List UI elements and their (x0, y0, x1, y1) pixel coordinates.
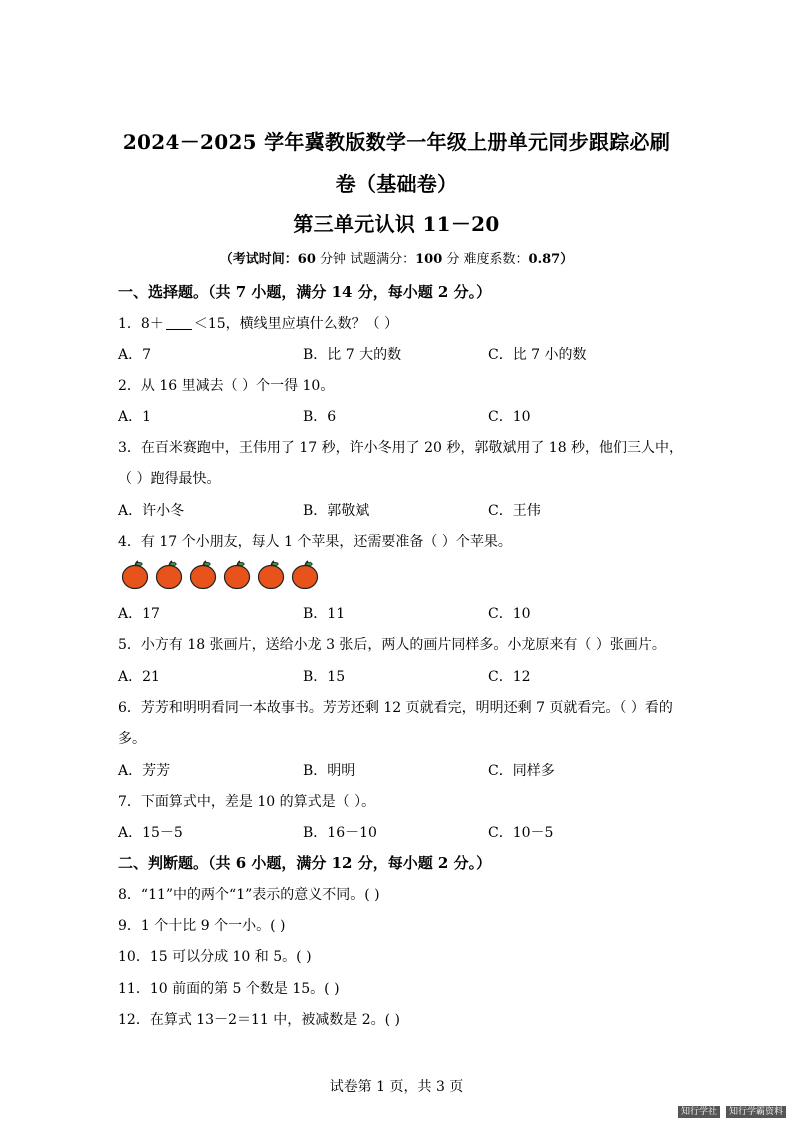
unit-title: 第三单元认识 11－20 (293, 212, 500, 236)
option-3b: B．郭敬斌 (303, 503, 370, 519)
option-3c: C．王伟 (488, 503, 541, 519)
section-1-heading: 一、选择题。（共 7 小题，满分 14 分，每小题 2 分。） (118, 283, 492, 301)
option-1a: A．7 (118, 347, 152, 363)
option-2c: C．10 (488, 409, 531, 425)
title-line-2: 卷（基础卷） (335, 172, 458, 196)
option-3a: A．许小冬 (118, 503, 185, 519)
question-2: 2．从 16 里减去（ ）个一得 10。 (118, 378, 335, 394)
option-6b: B．明明 (303, 763, 356, 779)
meta-time: 60 (297, 252, 316, 267)
judge-question-11: 11．10 前面的第 5 个数是 15。( ) (118, 981, 340, 997)
watermark-right: 知行学霸资料 (726, 1106, 786, 1118)
judge-question-8: 8．“11”中的两个“1”表示的意义不同。( ) (118, 887, 380, 903)
exam-meta (0, 248, 793, 267)
judge-question-10: 10．15 可以分成 10 和 5。( ) (118, 949, 312, 965)
option-7c: C．10－5 (488, 825, 554, 841)
question-1-pre: 1．8＋ (118, 316, 164, 332)
page-footer: 试卷第 1 页，共 3 页 (329, 1079, 464, 1095)
question-6-line-2: 多。 (118, 731, 146, 747)
question-7: 7．下面算式中，差是 10 的算式是（ ）。 (118, 794, 376, 810)
option-6c: C．同样多 (488, 763, 555, 779)
meta-difficulty: 0.87 (528, 252, 561, 267)
question-5: 5．小方有 18 张画片，送给小龙 3 张后，两人的画片同样多。小龙原来有（ ）张画片。 (118, 637, 666, 653)
section-2-heading: 二、判断题。（共 6 小题，满分 12 分，每小题 2 分。） (118, 854, 492, 872)
apple-icon (188, 560, 218, 590)
option-2b: B．6 (303, 409, 337, 425)
apple-row (120, 560, 320, 590)
apple-icon (290, 560, 320, 590)
apple-icon (256, 560, 286, 590)
meta-score-unit: 分 难度系数： (442, 252, 529, 267)
question-6-line-1: 6．芳芳和明明看同一本故事书。芳芳还剩 12 页就看完，明明还剩 7 页就看完。（ ）看的 (118, 700, 673, 716)
option-4a: A．17 (118, 606, 160, 622)
answer-blank (166, 315, 192, 330)
meta-score: 100 (415, 252, 443, 267)
question-3-line-1: 3．在百米赛跑中，王伟用了 17 秒，许小冬用了 20 秒，郭敬斌用了 18 秒，他们三人中， (118, 440, 684, 456)
question-4: 4．有 17 个小朋友，每人 1 个苹果，还需要准备（ ）个苹果。 (118, 534, 512, 550)
option-7b: B．16－10 (303, 825, 377, 841)
option-5a: A．21 (118, 669, 160, 685)
apple-icon (120, 560, 150, 590)
judge-question-12: 12．在算式 13－2＝11 中，被减数是 2。( ) (118, 1012, 400, 1028)
option-5c: C．12 (488, 669, 531, 685)
watermark-left: 知行学社 (678, 1106, 720, 1118)
question-1-post: ＜15，横线里应填什么数？（ ） (193, 316, 399, 332)
question-1 (118, 313, 398, 333)
meta-open: （考试时间： (219, 252, 298, 267)
question-3-line-2: （ ）跑得最快。 (118, 471, 221, 487)
option-2a: A．1 (118, 409, 152, 425)
option-7a: A．15－5 (118, 825, 183, 841)
option-4b: B．11 (303, 606, 346, 622)
meta-time-unit: 分钟 试题满分： (315, 252, 416, 267)
option-1c: C．比 7 小的数 (488, 347, 587, 363)
title-line-1: 2024－2025 学年冀教版数学一年级上册单元同步跟踪必刷 (122, 130, 671, 154)
option-5b: B．15 (303, 669, 346, 685)
option-6a: A．芳芳 (118, 763, 171, 779)
judge-question-9: 9．1 个十比 9 个一小。( ) (118, 918, 286, 934)
option-4c: C．10 (488, 606, 531, 622)
apple-icon (222, 560, 252, 590)
apple-icon (154, 560, 184, 590)
meta-close: ） (560, 252, 574, 267)
option-1b: B．比 7 大的数 (303, 347, 402, 363)
